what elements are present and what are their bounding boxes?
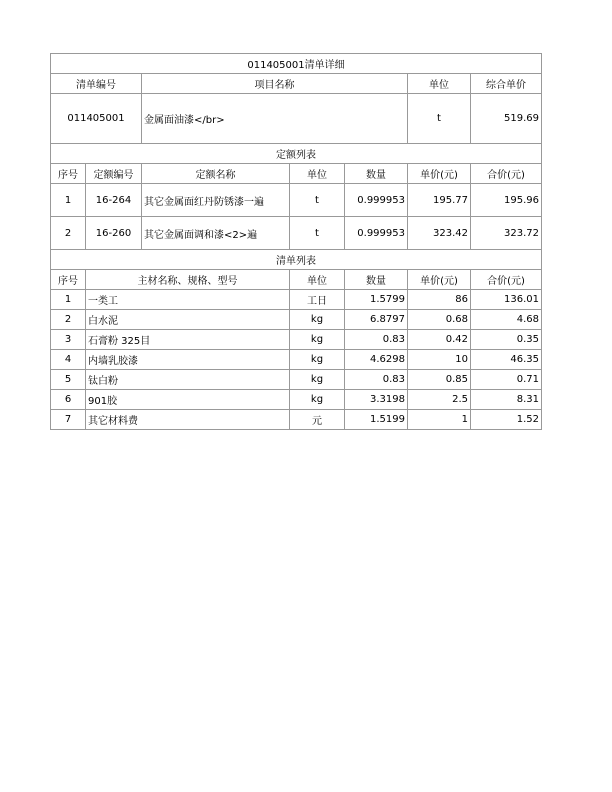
quota-cell-unit: t: [290, 217, 345, 250]
item-price: 519.69: [471, 94, 542, 144]
quota-cell-unit-price: 323.42: [408, 217, 471, 250]
materials-cell-name: 内墙乳胶漆: [86, 350, 290, 370]
materials-cell-total: 1.52: [471, 410, 542, 430]
quota-cell-unit-price: 195.77: [408, 184, 471, 217]
quota-header-cell: 定额编号: [86, 164, 142, 184]
quota-header-cell: 单价(元): [408, 164, 471, 184]
item-name: 金属面油漆</br>: [142, 94, 408, 144]
materials-row: [51, 310, 542, 330]
materials-cell-qty: 1.5199: [345, 410, 408, 430]
materials-cell-seq: 4: [51, 350, 86, 370]
bill-detail-table: [50, 53, 542, 430]
materials-cell-total: 0.35: [471, 330, 542, 350]
quota-cell-code: 16-264: [86, 184, 142, 217]
materials-cell-qty: 0.83: [345, 370, 408, 390]
bill-detail-sheet: [50, 53, 541, 430]
materials-cell-unit: kg: [290, 370, 345, 390]
materials-header-cell: 合价(元): [471, 270, 542, 290]
materials-cell-total: 136.01: [471, 290, 542, 310]
quota-cell-total: 195.96: [471, 184, 542, 217]
materials-cell-unit-price: 0.68: [408, 310, 471, 330]
materials-row: [51, 410, 542, 430]
quota-section-title: 定额列表: [51, 144, 542, 164]
header-price: 综合单价: [471, 74, 542, 94]
materials-cell-seq: 5: [51, 370, 86, 390]
materials-cell-unit-price: 0.42: [408, 330, 471, 350]
quota-header-row: [51, 164, 542, 184]
materials-cell-unit: 工日: [290, 290, 345, 310]
quota-header-cell: 数量: [345, 164, 408, 184]
item-unit: t: [408, 94, 471, 144]
materials-cell-unit: kg: [290, 390, 345, 410]
materials-cell-total: 46.35: [471, 350, 542, 370]
quota-cell-seq: 1: [51, 184, 86, 217]
materials-cell-total: 4.68: [471, 310, 542, 330]
materials-row: [51, 370, 542, 390]
materials-row: [51, 330, 542, 350]
materials-cell-unit: kg: [290, 310, 345, 330]
materials-cell-unit: 元: [290, 410, 345, 430]
materials-header-cell: 单位: [290, 270, 345, 290]
item-row: [51, 94, 542, 144]
quota-cell-code: 16-260: [86, 217, 142, 250]
header-name: 项目名称: [142, 74, 408, 94]
materials-header-row: [51, 270, 542, 290]
materials-header-cell: 单价(元): [408, 270, 471, 290]
materials-cell-unit-price: 2.5: [408, 390, 471, 410]
item-code: 011405001: [51, 94, 142, 144]
materials-cell-unit-price: 1: [408, 410, 471, 430]
materials-cell-qty: 4.6298: [345, 350, 408, 370]
materials-cell-name: 其它材料费: [86, 410, 290, 430]
materials-cell-name: 石膏粉 325目: [86, 330, 290, 350]
materials-cell-seq: 2: [51, 310, 86, 330]
quota-cell-name: 其它金属面调和漆<2>遍: [142, 217, 290, 250]
sheet-title: 011405001清单详细: [51, 54, 542, 74]
quota-cell-qty: 0.999953: [345, 184, 408, 217]
materials-cell-name: 白水泥: [86, 310, 290, 330]
materials-cell-seq: 7: [51, 410, 86, 430]
materials-cell-name: 901胶: [86, 390, 290, 410]
materials-cell-name: 一类工: [86, 290, 290, 310]
materials-cell-unit-price: 0.85: [408, 370, 471, 390]
quota-header-cell: 定额名称: [142, 164, 290, 184]
materials-row: [51, 350, 542, 370]
materials-cell-qty: 3.3198: [345, 390, 408, 410]
materials-cell-total: 0.71: [471, 370, 542, 390]
materials-row: [51, 290, 542, 310]
materials-cell-seq: 1: [51, 290, 86, 310]
quota-cell-qty: 0.999953: [345, 217, 408, 250]
materials-cell-unit-price: 10: [408, 350, 471, 370]
header-unit: 单位: [408, 74, 471, 94]
quota-cell-seq: 2: [51, 217, 86, 250]
materials-cell-unit-price: 86: [408, 290, 471, 310]
quota-cell-unit: t: [290, 184, 345, 217]
materials-header-cell: 数量: [345, 270, 408, 290]
materials-header-cell: 序号: [51, 270, 86, 290]
materials-cell-seq: 3: [51, 330, 86, 350]
materials-cell-total: 8.31: [471, 390, 542, 410]
materials-cell-name: 钛白粉: [86, 370, 290, 390]
materials-cell-qty: 6.8797: [345, 310, 408, 330]
item-header-row: [51, 74, 542, 94]
header-code: 清单编号: [51, 74, 142, 94]
quota-cell-name: 其它金属面红丹防锈漆一遍: [142, 184, 290, 217]
materials-header-cell: 主材名称、规格、型号: [86, 270, 290, 290]
quota-cell-total: 323.72: [471, 217, 542, 250]
materials-cell-qty: 1.5799: [345, 290, 408, 310]
materials-row: [51, 390, 542, 410]
quota-row: [51, 217, 542, 250]
quota-header-cell: 合价(元): [471, 164, 542, 184]
materials-cell-unit: kg: [290, 350, 345, 370]
materials-cell-qty: 0.83: [345, 330, 408, 350]
quota-header-cell: 单位: [290, 164, 345, 184]
quota-header-cell: 序号: [51, 164, 86, 184]
materials-section-title: 清单列表: [51, 250, 542, 270]
materials-cell-seq: 6: [51, 390, 86, 410]
quota-row: [51, 184, 542, 217]
materials-cell-unit: kg: [290, 330, 345, 350]
